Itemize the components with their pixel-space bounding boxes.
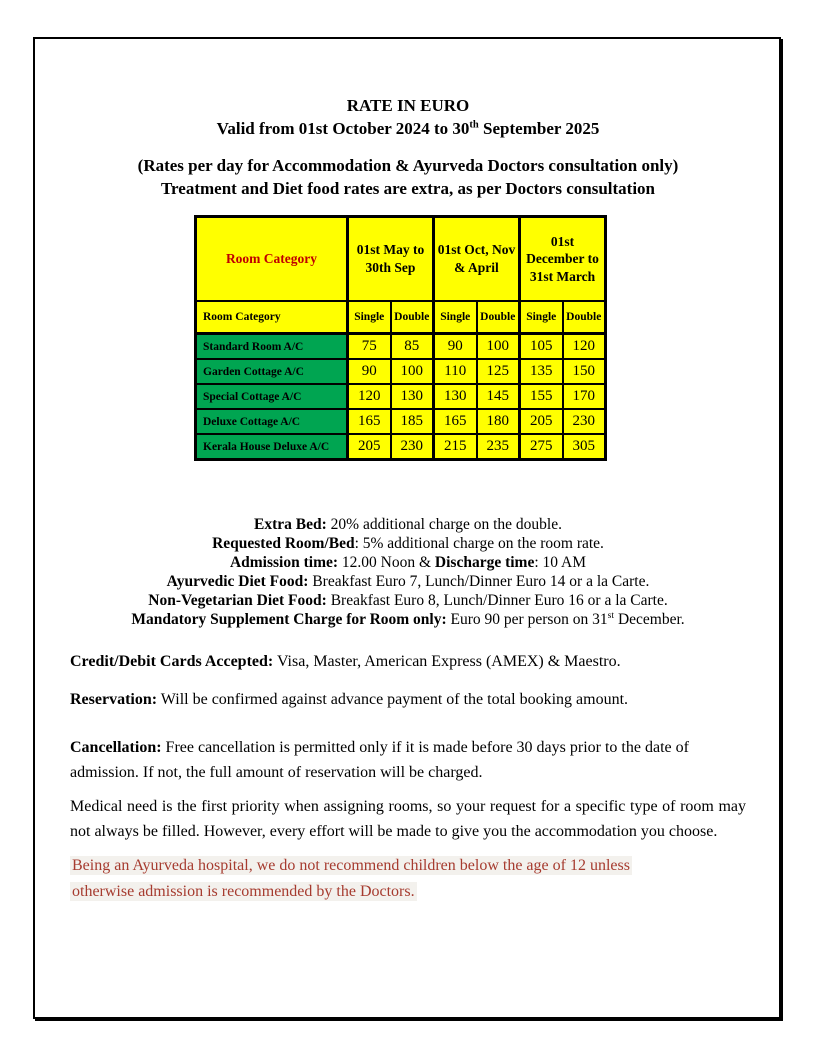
season-header-dec-mar: 01st December to 31st March [520,217,606,302]
rate-cell: 125 [477,359,520,384]
occupancy-header: Single [520,301,563,334]
table-row [196,434,606,460]
paragraph-label: Reservation: [70,691,158,708]
note-nonveg-food [70,591,746,610]
page-border-frame [33,37,781,1019]
warning-line [70,853,746,879]
rate-cell: 100 [477,334,520,360]
table-row [196,409,606,434]
rate-cell: 90 [434,334,477,360]
paragraph-text: Free cancellation is permitted only if it is made before 30 days prior to the date of admission. If not, the full amount of reservation will be charged. [70,739,689,781]
note-text: December. [614,611,685,628]
rate-cell: 170 [563,384,606,409]
room-category-cell: Special Cottage A/C [196,384,348,409]
rate-cell: 100 [391,359,434,384]
note-ayurvedic-food [70,572,746,591]
header-spacer [70,140,746,154]
rate-cell: 215 [434,434,477,460]
rate-cell: 75 [348,334,391,360]
rate-cell: 130 [434,384,477,409]
medical-priority-paragraph [70,794,746,844]
rate-cell: 145 [477,384,520,409]
rate-cell: 150 [563,359,606,384]
rate-cell: 165 [348,409,391,434]
rate-cell: 165 [434,409,477,434]
rate-cell: 130 [391,384,434,409]
note-label: Non-Vegetarian Diet Food: [148,592,327,609]
validity-text-end: September 2025 [478,119,600,138]
reservation-paragraph [70,687,746,712]
page-title: RATE IN EURO [346,96,470,115]
treatment-extra-note: Treatment and Diet food rates are extra, as per Doctors consultation [160,179,656,198]
table-row [196,359,606,384]
warning-line [70,879,746,905]
note-text: Breakfast Euro 8, Lunch/Dinner Euro 16 or a la Carte. [326,592,668,609]
rate-cell: 230 [563,409,606,434]
children-warning-paragraph [70,853,746,905]
validity-text-start: Valid from 01st October 2024 to 30 [216,119,470,138]
rate-cell: 105 [520,334,563,360]
note-text: : 5% additional charge on the room rate. [354,535,604,552]
note-text: : 10 AM [534,554,587,571]
note-admission-discharge [70,553,746,572]
note-label: Extra Bed: [254,516,327,533]
room-category-cell: Standard Room A/C [196,334,348,360]
note-extra-bed [70,515,746,534]
note-supplement-charge [70,610,746,629]
paragraph-text: Medical need is the first priority when assigning rooms, so your request for a specific type of room may not always be filled. However, every effort will be made to give you the accommodation you choose. [70,798,746,840]
rate-cell: 185 [391,409,434,434]
cancellation-paragraph [70,735,746,785]
rate-cell: 275 [520,434,563,460]
note-text: 20% additional charge on the double. [326,516,562,533]
rate-cell: 90 [348,359,391,384]
occupancy-header: Double [563,301,606,334]
rate-cell: 205 [348,434,391,460]
note-text: Breakfast Euro 7, Lunch/Dinner Euro 14 or a la Carte. [308,573,650,590]
note-text: 12.00 Noon & [338,554,435,571]
rate-cell: 205 [520,409,563,434]
cards-accepted-paragraph [70,649,746,674]
occupancy-header: Single [434,301,477,334]
table-row [196,334,606,360]
rate-cell: 120 [563,334,606,360]
note-requested-room [70,534,746,553]
room-category-subheader: Room Category [196,301,348,334]
rates-table [194,215,607,461]
rate-cell: 235 [477,434,520,460]
validity-superscript: th [469,119,479,131]
season-header-oct-nov-apr: 01st Oct, Nov & April [434,217,520,302]
room-category-cell: Garden Cottage A/C [196,359,348,384]
table-corner-header: Room Category [196,217,348,302]
warning-text: Being an Ayurveda hospital, we do not recommend children below the age of 12 unless [72,857,630,874]
note-label: Ayurvedic Diet Food: [166,573,309,590]
rate-cell: 155 [520,384,563,409]
note-label: Mandatory Supplement Charge for Room only: [131,611,447,628]
rate-cell: 230 [391,434,434,460]
rate-cell: 180 [477,409,520,434]
paragraph-label: Credit/Debit Cards Accepted: [70,653,274,670]
warning-text: otherwise admission is recommended by the Doctors. [72,883,415,900]
rate-notes [70,515,746,629]
occupancy-header: Single [348,301,391,334]
note-label: Discharge time [434,554,535,571]
rate-cell: 110 [434,359,477,384]
room-category-cell: Deluxe Cottage A/C [196,409,348,434]
rate-cell: 85 [391,334,434,360]
note-superscript: st [607,609,615,621]
season-header-row [196,217,606,302]
paragraph-text: Visa, Master, American Express (AMEX) & Maestro. [273,653,621,670]
note-text: Euro 90 per person on 31 [446,611,608,628]
table-row [196,384,606,409]
document-header [70,94,746,200]
rates-scope-note: (Rates per day for Accommodation & Ayurveda Doctors consultation only) [137,156,679,175]
note-label: Requested Room/Bed [212,535,355,552]
paragraph-text: Will be confirmed against advance payment of the total booking amount. [157,691,629,708]
paragraph-label: Cancellation: [70,739,162,756]
occupancy-header: Double [477,301,520,334]
season-header-may-sep: 01st May to 30th Sep [348,217,434,302]
rate-cell: 135 [520,359,563,384]
validity-line [70,117,746,140]
rate-cell: 120 [348,384,391,409]
room-category-cell: Kerala House Deluxe A/C [196,434,348,460]
rate-cell: 305 [563,434,606,460]
occupancy-header: Double [391,301,434,334]
note-label: Admission time: [229,554,339,571]
occupancy-header-row [196,301,606,334]
